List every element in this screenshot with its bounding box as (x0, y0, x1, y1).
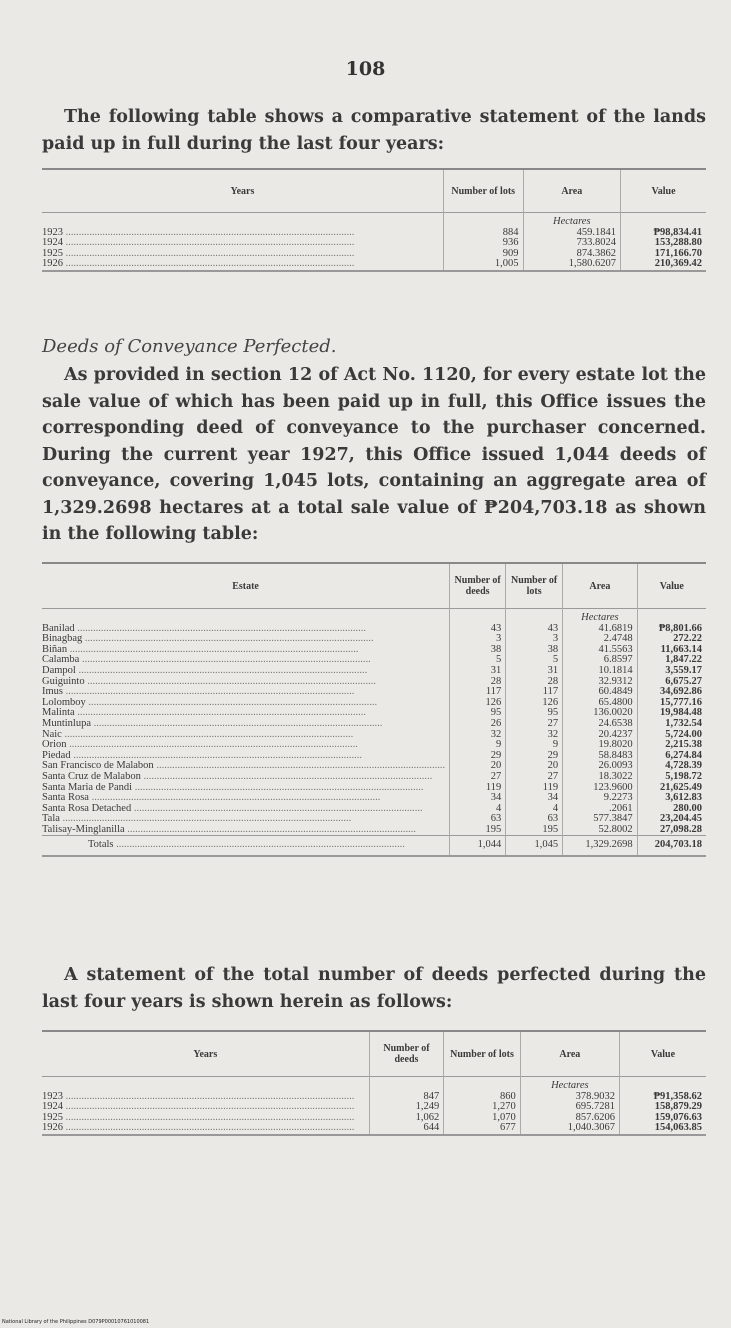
cell-text: 20 (547, 760, 559, 772)
col-area: Area (520, 1031, 619, 1077)
cell-text: 6.8597 (603, 654, 633, 666)
cell-text: Tala (42, 814, 60, 825)
cell-text: 126 (542, 696, 559, 708)
cell-text: 3 (552, 633, 559, 645)
cell-text: Santa Rosa (42, 793, 89, 804)
estate-table (42, 562, 706, 857)
cell-value (637, 719, 706, 730)
cell-text: 26.0093 (598, 760, 633, 772)
total-area (563, 836, 638, 856)
cell-text: 195 (485, 823, 502, 835)
area-unit: Hectares (520, 1077, 619, 1092)
intro-paragraph: The following table shows a comparative statement of the lands paid up in full during the last four years: (42, 107, 706, 154)
cell-estate (42, 666, 450, 677)
cell-text: 936 (502, 237, 519, 249)
cell-area (523, 259, 620, 271)
cell-text: 31 (547, 664, 559, 676)
cell-text: Dampol (42, 665, 76, 676)
cell-text: 26 (490, 717, 502, 729)
cell-lots (506, 666, 563, 677)
cell-text: 1,062 (415, 1111, 440, 1123)
cell-text: 1,329.2698 (585, 839, 633, 851)
cell-text: 5 (495, 654, 502, 666)
cell-year (42, 1113, 369, 1124)
cell-text: 41.6819 (598, 622, 633, 634)
cell-text: 27 (490, 770, 502, 782)
lands-table-header (42, 169, 706, 213)
cell-text: 60.4849 (598, 686, 633, 698)
cell-text: 644 (423, 1122, 440, 1134)
cell-text: 11,663.14 (660, 643, 702, 655)
units-row (42, 609, 706, 624)
cell-text: Binagbag (42, 634, 83, 645)
cell-text: 117 (485, 686, 502, 698)
cell-text: 123.9600 (593, 781, 633, 793)
cell-text: Calamba (42, 655, 80, 666)
col-deeds: Number of deeds (369, 1031, 444, 1077)
cell-text: 27,098.28 (660, 823, 702, 835)
cell-text: 459.1841 (576, 226, 617, 238)
cell-text: Lolomboy (42, 697, 86, 708)
unit-spacer (637, 609, 706, 624)
cell-text: ₱91,358.62 (653, 1090, 702, 1102)
table-row (42, 719, 706, 730)
cell-lots (506, 719, 563, 730)
cell-text: 15,777.16 (660, 696, 702, 708)
cell-year (42, 238, 443, 249)
cell-estate (42, 698, 450, 709)
cell-lots (506, 825, 563, 836)
unit-spacer (619, 1077, 706, 1092)
cell-text: 28 (490, 675, 502, 687)
cell-estate (42, 730, 450, 741)
deeds-years-table (42, 1030, 706, 1136)
cell-year (42, 228, 443, 239)
cell-year (42, 1123, 369, 1135)
deeds-years-table-body (42, 1077, 706, 1135)
table-row (42, 1123, 706, 1135)
cell-text: 18.3022 (598, 770, 633, 782)
unit-spacer (444, 1077, 520, 1092)
cell-text: 1,732.54 (665, 717, 702, 729)
cell-lots (443, 259, 523, 271)
col-lots: Number of lots (444, 1031, 520, 1077)
cell-text: Naic (42, 729, 62, 740)
cell-text: 27 (547, 717, 559, 729)
cell-text: San Francisco de Malabon (42, 761, 154, 772)
cell-text: Banilad (42, 623, 75, 634)
deeds-paragraph: As provided in section 12 of Act No. 1120, for every estate lot the sale value of which has been paid up in full, this Office issues the corresponding deed of conveyance to the purchaser concerned. During the current year 1927, this Office issued 1,044 deeds of conveyance, covering 1,045 lots, containing an aggregate area of 1,329.2698 hectares at a total sale value of ₱204,703.18 as shown in the following table: (42, 365, 706, 544)
cell-text: 874.3862 (576, 247, 617, 259)
cell-area (520, 1123, 619, 1135)
cell-text: 41.5563 (598, 643, 633, 655)
cell-text: 31 (490, 664, 502, 676)
cell-text: 1,045 (534, 839, 559, 851)
cell-text: 58.8483 (598, 749, 633, 761)
cell-text: 677 (499, 1122, 516, 1134)
lands-table (42, 168, 706, 272)
cell-text: 24.6538 (598, 717, 633, 729)
cell-deeds (450, 825, 506, 836)
col-years: Years (193, 1048, 218, 1060)
cell-text: 5,198.72 (665, 770, 702, 782)
cell-estate (42, 645, 450, 656)
cell-text: 9.2273 (603, 792, 633, 804)
cell-text: 32.9312 (598, 675, 633, 687)
cell-area (563, 825, 638, 836)
cell-value (637, 666, 706, 677)
cell-text: 153,288.80 (654, 237, 702, 249)
cell-text: 577.3847 (593, 813, 633, 825)
cell-text: 1,040.3067 (567, 1122, 615, 1134)
col-years: Years (230, 185, 255, 197)
table-row (42, 666, 706, 677)
cell-text: 171,166.70 (654, 247, 702, 259)
cell-text: 28 (547, 675, 559, 687)
cell-lots (444, 1123, 520, 1135)
cell-text: Santa Maria de Pandi (42, 782, 133, 793)
cell-text: 1925 (42, 1112, 63, 1123)
cell-value (637, 825, 706, 836)
cell-area (563, 719, 638, 730)
cell-text: 1,847.22 (665, 654, 702, 666)
cell-text: 38 (490, 643, 502, 655)
cell-estate (42, 687, 450, 698)
cell-text: 210,369.42 (654, 258, 702, 270)
cell-text: Piedad (42, 750, 71, 761)
cell-estate (42, 814, 450, 825)
cell-area (563, 772, 638, 783)
cell-text: 1,270 (492, 1101, 516, 1113)
unit-spacer (42, 609, 450, 624)
cell-text: 63 (490, 813, 502, 825)
cell-text: 34 (490, 792, 502, 804)
lands-table-body (42, 213, 706, 271)
cell-text: 4 (552, 802, 559, 814)
cell-estate (42, 708, 450, 719)
section-heading: Deeds of Conveyance Perfected. (42, 336, 337, 357)
total-deeds (450, 836, 506, 856)
cell-estate (42, 761, 450, 772)
table-row (42, 793, 706, 804)
cell-deeds (450, 666, 506, 677)
col-area: Area (523, 169, 620, 213)
cell-text: 204,703.18 (654, 839, 702, 851)
cell-text: 3,559.17 (665, 664, 702, 676)
cell-text: 695.7281 (575, 1101, 615, 1113)
cell-text: Muntinlupa (42, 718, 91, 729)
table-row (42, 772, 706, 783)
table-row (42, 825, 706, 836)
area-unit: Hectares (523, 213, 620, 228)
cell-deeds (369, 1123, 444, 1135)
cell-estate (42, 624, 450, 635)
cell-text: 6,274.84 (665, 749, 702, 761)
cell-text: 1,044 (477, 839, 502, 851)
cell-deeds (450, 772, 506, 783)
cell-text: 1924 (42, 1102, 63, 1113)
cell-text: 857.6206 (575, 1111, 615, 1123)
unit-spacer (450, 609, 506, 624)
cell-estate (42, 804, 450, 815)
cell-text: 32 (547, 728, 559, 740)
cell-text: 2,215.38 (665, 739, 702, 751)
cell-text: 32 (490, 728, 502, 740)
cell-text: Malinta (42, 708, 75, 719)
cell-estate (42, 677, 450, 688)
cell-text: 10.1814 (598, 664, 633, 676)
cell-text: .2061 (609, 802, 633, 814)
cell-text: 9 (552, 739, 559, 751)
cell-text: 63 (547, 813, 559, 825)
total-lots (506, 836, 563, 856)
cell-text: 195 (542, 823, 559, 835)
unit-spacer (506, 609, 563, 624)
cell-text: 136.0020 (593, 707, 633, 719)
cell-text: 847 (423, 1090, 440, 1102)
cell-text: 1926 (42, 259, 63, 270)
cell-text: 4,728.39 (665, 760, 702, 772)
cell-text: 29 (547, 749, 559, 761)
cell-estate (42, 740, 450, 751)
cell-text: 884 (502, 226, 519, 238)
cell-text: 158,879.29 (654, 1101, 702, 1113)
cell-text: 1,580.6207 (568, 258, 617, 270)
unit-spacer (443, 213, 523, 228)
cell-text: Guiguinto (42, 676, 85, 687)
cell-text: 3,612.83 (665, 792, 702, 804)
cell-text: 2.4748 (603, 633, 633, 645)
cell-text: 29 (490, 749, 502, 761)
cell-year (42, 249, 443, 260)
cell-year (42, 1102, 369, 1113)
cell-text: 38 (547, 643, 559, 655)
cell-deeds (450, 719, 506, 730)
cell-text: 5 (552, 654, 559, 666)
cell-text: 280.00 (673, 802, 702, 814)
cell-text: 95 (490, 707, 502, 719)
units-row (42, 1077, 706, 1092)
estate-table-body (42, 609, 706, 857)
footer-credit: National Library of the Philippines D079P00010761010081 (2, 1319, 150, 1325)
cell-text: Talisay-Minglanilla (42, 824, 125, 835)
unit-spacer (42, 213, 443, 228)
col-lots: Number of lots (443, 169, 523, 213)
cell-text: 9 (495, 739, 502, 751)
cell-estate (42, 783, 450, 794)
cell-estate (42, 751, 450, 762)
cell-text: 20 (490, 760, 502, 772)
cell-text: 19.8020 (598, 739, 633, 751)
cell-text: Santa Rosa Detached (42, 803, 132, 814)
estate-table-header (42, 563, 706, 609)
cell-text: 1926 (42, 1123, 63, 1134)
cell-text: 43 (490, 622, 502, 634)
cell-text: 119 (542, 781, 559, 793)
cell-text: 1,070 (492, 1111, 516, 1123)
cell-text: Imus (42, 687, 63, 698)
col-value: Value (619, 1031, 706, 1077)
col-area: Area (563, 563, 638, 609)
col-value: Value (637, 563, 706, 609)
unit-spacer (621, 213, 706, 228)
cell-text: 65.4800 (598, 696, 633, 708)
cell-text: 119 (485, 781, 502, 793)
area-unit: Hectares (563, 609, 638, 624)
cell-text: 1924 (42, 238, 63, 249)
cell-text: Biñan (42, 644, 68, 655)
units-row (42, 213, 706, 228)
cell-text: Santa Cruz de Malabon (42, 771, 141, 782)
cell-text: 34 (547, 792, 559, 804)
col-estate: Estate (232, 580, 259, 592)
cell-text: 126 (485, 696, 502, 708)
cell-text: 3 (495, 633, 502, 645)
cell-text: 1,005 (494, 258, 519, 270)
cell-text: 860 (499, 1090, 516, 1102)
total-value (637, 836, 706, 856)
cell-text: 1923 (42, 227, 63, 238)
cell-text: 5,724.00 (665, 728, 702, 740)
cell-text: 21,625.49 (660, 781, 702, 793)
page-number: 108 (345, 58, 386, 80)
cell-value (619, 1123, 706, 1135)
cell-year (42, 259, 443, 271)
cell-text: 159,076.63 (654, 1111, 702, 1123)
cell-text: 4 (495, 802, 502, 814)
cell-text: 20.4237 (598, 728, 633, 740)
cell-text: 272.22 (673, 633, 702, 645)
statement-paragraph: A statement of the total number of deeds perfected during the last four years is shown herein as follows: (42, 965, 706, 1012)
cell-text: 95 (547, 707, 559, 719)
cell-area (563, 666, 638, 677)
cell-text: 378.9032 (575, 1090, 615, 1102)
cell-text: Totals (88, 839, 114, 851)
col-lots: Number of lots (506, 563, 563, 609)
col-deeds: Number of deeds (450, 563, 506, 609)
cell-lots (506, 772, 563, 783)
cell-text: ₱98,834.41 (653, 226, 702, 238)
cell-text: 23,204.45 (660, 813, 702, 825)
cell-value (621, 259, 706, 271)
unit-spacer (42, 1077, 369, 1092)
cell-text: 1923 (42, 1091, 63, 1102)
cell-text: 154,063.85 (654, 1122, 702, 1134)
cell-estate (42, 793, 450, 804)
cell-text: 34,692.86 (660, 686, 702, 698)
cell-text: 1925 (42, 248, 63, 259)
cell-estate (42, 634, 450, 645)
cell-text: 6,675.27 (665, 675, 702, 687)
unit-spacer (369, 1077, 444, 1092)
cell-text: 1,249 (415, 1101, 440, 1113)
cell-estate (42, 772, 450, 783)
cell-estate (42, 825, 450, 836)
table-row (42, 259, 706, 271)
cell-estate (42, 655, 450, 666)
cell-text: ₱8,801.66 (658, 622, 702, 634)
total-label (42, 836, 450, 856)
cell-text: 27 (547, 770, 559, 782)
deeds-years-table-header (42, 1031, 706, 1077)
cell-text: 43 (547, 622, 559, 634)
cell-text: 909 (502, 247, 519, 259)
col-value: Value (621, 169, 706, 213)
cell-text: 733.8024 (576, 237, 617, 249)
cell-estate (42, 719, 450, 730)
totals-row (42, 836, 706, 856)
cell-text: 52.8002 (598, 823, 633, 835)
cell-text: 117 (542, 686, 559, 698)
cell-year (42, 1092, 369, 1103)
cell-value (637, 772, 706, 783)
cell-text: Orion (42, 740, 67, 751)
cell-text: 19,984.48 (660, 707, 702, 719)
